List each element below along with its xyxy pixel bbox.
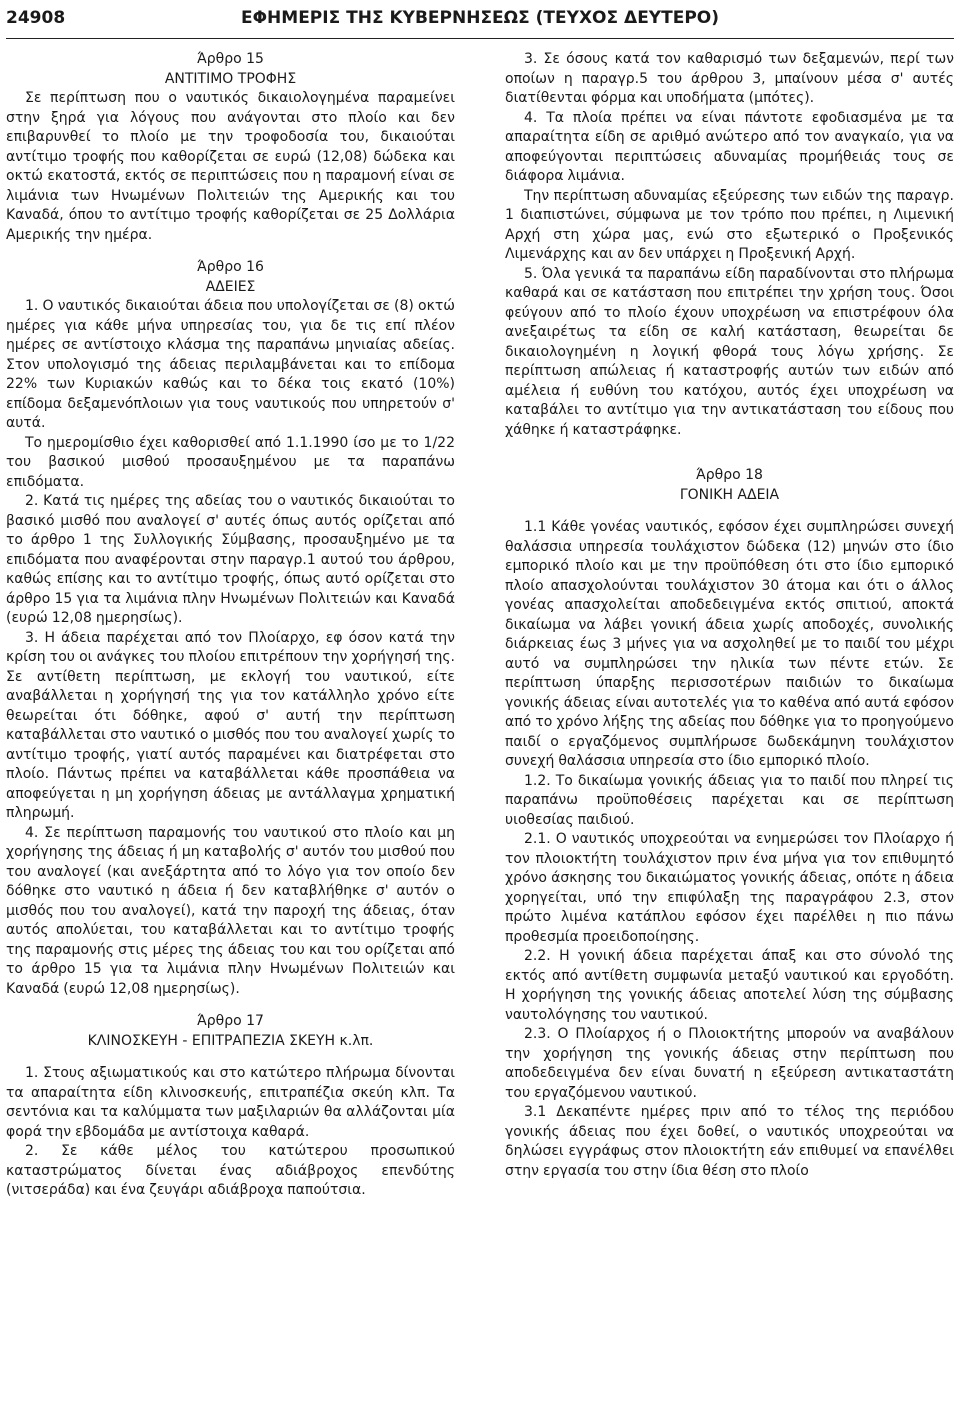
article-18-number: Άρθρο 18 xyxy=(696,467,763,483)
article-17-number: Άρθρο 17 xyxy=(197,1013,264,1029)
article-17-paragraph-4: 4. Τα πλοία πρέπει να είναι πάντοτε εφοδιασμένα με τα απαραίτητα είδη σε αριθμό ανώτερο από τον αναγκαίο, για να αποφεύγονται περιπτώσεις αδυναμίας προμήθειάς τους σε διάφορα λιμάνια. xyxy=(505,109,954,184)
article-17-paragraph-2: 2. Σε κάθε μέλος του κατώτερου προσωπικού καταστρώματος δίνεται ένας αδιάβροχος επενδύτης (νιτσεράδα) και ένα ζευγάρι αδιάβροχα παπούτσια. xyxy=(6,1143,455,1198)
article-15-title: ΑΝΤΙΤΙΜΟ ΤΡΟΦΗΣ xyxy=(164,70,297,87)
header-rule xyxy=(6,38,954,39)
article-16-paragraph-5: 4. Σε περίπτωση παραμονής του ναυτικού στο πλοίο και μη χορήγησης της άδειας ή μη καταβολής σ' αυτόν του μισθού που του αναλογεί (και ανεξάρτητα από το λόγο για τον οποίο δεν δόθηκε στο ναυτικό η άδεια ή δεν καταβλήθηκε σ' αυτόν ο μισθός που του αναλογεί), κατά την παροχή της άδειας, όταν αυτός απολύεται, του καταβάλλεται και το αντίτιμο τροφής της παραμονής στις μέρες της άδειας του και του ορίζεται από το άρθρο 15 για τα λιμάνια πλην Ηνωμένων Πολιτειών και Καναδά (ευρώ 12,08 ημερησίως). xyxy=(6,824,455,997)
article-16-paragraph-3: 2. Κατά τις ημέρες της αδείας του ο ναυτικός δικαιούται το βασικό μισθό που αναλογεί σ' αυτές όπως αυτός ορίζεται από το άρθρο 1 της Συλλογικής Σύμβασης, προσαυξημένο με τα επιδόματα που αναφέρονται στην παραγρ.1 αυτού του άρθρου, καθώς επίσης και το αντίτιμο τροφής, όπως αυτό ορίζεται στο άρθρο 15 για τα λιμάνια πλην Ηνωμένων Πολιτειών και Καναδά (ευρώ 12,08 ημερησίως). xyxy=(6,493,455,626)
article-17-paragraph-1: 1. Στους αξιωματικούς και στο κατώτερο πλήρωμα δίνονται τα απαραίτητα είδη κλινοσκευής, επιτραπέζια σκεύη κλπ. Τα σεντόνια και τα καλύμματα των μαξιλαριών θα αλλάζονται μία φορά την εβδομάδα με αντίστοιχα καθαρά. xyxy=(6,1065,455,1140)
article-18-paragraph-2: 1.2. Το δικαίωμα γονικής άδειας για το παιδί που πληρεί τις παραπάνω προϋποθέσεις παρέχεται και σε περίπτωση υιοθεσίας παιδιού. xyxy=(505,772,954,828)
article-16-title: ΑΔΕΙΕΣ xyxy=(205,278,256,295)
article-16-number: Άρθρο 16 xyxy=(197,259,264,275)
article-15-paragraph: Σε περίπτωση που ο ναυτικός δικαιολογημένα παραμείνει στην ξηρά για λόγους που ανάγονται στο πλοίο και δεν επιβαρυνθεί το πλοίο με την τροφοδοσία του, δικαιούται αντίτιμο τροφής που καθορίζεται σε ευρώ (12,08) δώδεκα και οκτώ εκατοστά, εκτός σε περιπτώσεις που η παραμονή είναι σε λιμάνια των Ηνωμένων Πολιτειών της Αμερικής και του Καναδά, όπου το αντίτιμο τροφής καθορίζεται σε 25 Δολλάρια Αμερικής την ημέρα. xyxy=(6,90,455,243)
article-18-paragraph-1: 1.1 Κάθε γονέας ναυτικός, εφόσον έχει συμπληρώσει συνεχή θαλάσσια υπηρεσία τουλάχιστον δώδεκα (12) μηνών στο ίδιο εμπορικό πλοίο και με την προϋπόθεση ότι στο ίδιο εμπορικό πλοίο απασχολούνται τουλάχιστον 30 άτομα και ότι ο άλλος γονέας απασχολείται αποδεδειγμένα εκτός σπιτιού, αποκτά δικαίωμα να λάβει γονική άδεια χωρίς αποδοχές, συνολικής διάρκειας έως 3 μήνες για να ασχοληθεί με το παιδί του μέχρι αυτό να συμπληρώσει την ηλικία των πέντε ετών. Σε περίπτωση ύπαρξης περισσοτέρων παιδιών το δικαίωμα γονικής άδειας είναι αυτοτελές για το καθένα από αυτά εφόσον από το χρόνο λήξης της αδείας που δόθηκε για το προηγούμενο παιδί ο εργαζόμενος συμπλήρωσε δωδεκάμηνη τουλάχιστον συνεχή θαλάσσια υπηρεσία στο ίδιο εμπορικό πλοίο. xyxy=(505,519,954,769)
article-16-paragraph-2: Το ημερομίσθιο έχει καθορισθεί από 1.1.1990 ίσο με το 1/22 του βασικού μισθού προσαυξημένου με τα παραπάνω επιδόματα. xyxy=(6,434,455,490)
gazette-title: ΕΦΗΜΕΡΙΣ ΤΗΣ ΚΥΒΕΡΝΗΣΕΩΣ (ΤΕΥΧΟΣ ΔΕΥΤΕΡΟ) xyxy=(240,8,720,28)
article-17-title: ΚΛΙΝΟΣΚΕΥΗ - ΕΠΙΤΡΑΠΕΖΙΑ ΣΚΕΥΗ κ.λπ. xyxy=(87,1032,374,1049)
article-18-paragraph-3: 2.1. Ο ναυτικός υποχρεούται να ενημερώσει τον Πλοίαρχο ή τον πλοιοκτήτη τουλάχιστον πριν ένα μήνα για τον επιθυμητό χρόνο άσκησης του δικαιώματος γονικής άδειας, οπότε η άδεια χορηγείται, υπό την επιφύλαξη της παραγράφου 2.3, στον πρώτο λιμένα κατάπλου εφόσον έχει παρέλθει η πιο πάνω προθεσμία προειδοποίησης. xyxy=(505,831,954,945)
article-18-paragraph-4: 2.2. Η γονική άδεια παρέχεται άπαξ και στο σύνολό της εκτός από αντίθετη συμφωνία μεταξύ ναυτικού και εργοδότη. Η χορήγηση της γονικής άδειας αποτελεί λύση της σύμβασης ναυτολόγησης του ναυτικού. xyxy=(505,948,954,1023)
page-number: 24908 xyxy=(6,8,66,28)
article-18-paragraph-6: 3.1 Δεκαπέντε ημέρες πριν από το τέλος της περιόδου γονικής άδειας που έχει δοθεί, ο ναυτικός υποχρεούται να δηλώσει εγγράφως στον πλοιοκτήτη εάν επιθυμεί να επανέλθει στην εργασία του στην ίδια θέση στο πλοίο xyxy=(505,1104,954,1179)
article-15-number: Άρθρο 15 xyxy=(197,51,264,67)
article-18-title: ΓΟΝΙΚΗ ΑΔΕΙΑ xyxy=(679,486,780,503)
article-16-paragraph-4: 3. Η άδεια παρέχεται από τον Πλοίαρχο, εφ όσον κατά την κρίση του οι ανάγκες του πλοίου επιτρέπουν την χορήγησή της. Σε αντίθετη περίπτωση, με εκλογή του ναυτικού, είτε αναβάλλεται η χορήγησή της για τον κατάλληλο χρόνο είτε θεωρείται ότι δόθηκε, αφού σ' αυτή την περίπτωση καταβάλλεται στο ναυτικό ο μισθός που του αναλογεί χωρίς το αντίτιμο τροφής, γιατί αυτός παραμένει και διατρέφεται στο πλοίο. Πάντως πρέπει να καταβάλλεται κάθε προσπάθεια να αποφεύγεται η μη χορήγηση άδειας με αντάλλαγμα χρηματική πληρωμή. xyxy=(6,629,455,821)
page-header xyxy=(6,6,954,32)
article-16-paragraph-1: 1. Ο ναυτικός δικαιούται άδεια που υπολογίζεται σε (8) οκτώ ημέρες για κάθε μήνα υπηρεσίας του, για δε τις επί πλέον ημέρες σε αντίστοιχο κλάσμα της παραπάνω μηνιαίας αδείας. Στον υπολογισμό της άδειας περιλαμβάνεται και το επίδομα 22% των Κυριακών καθώς και το δέκα τοις εκατό (10%) επίδομα δεξαμενόπλοιων για τους ναυτικούς που υπηρετούν σ' αυτά. xyxy=(6,298,455,431)
left-column xyxy=(6,50,455,1201)
article-17-paragraph-6: 5. Όλα γενικά τα παραπάνω είδη παραδίνονται στο πλήρωμα καθαρά και σε κατάσταση που επιτρέπει την χρήση τους. Όσοι φεύγουν από το πλοίο έχουν υποχρέωση να επιστρέφουν όλα ανεξαιρέτως τα είδη σε καλή κατάσταση, θεωρείται δε δικαιολογημένη η λογική φθορά τους λόγω χρήσης. Σε περίπτωση απώλειας ή καταστροφής αυτών των ειδών από αμέλεια ή ευθύνη του κατόχου, αυτός έχει υποχρέωση να καταβάλει το αντίτιμο για την αντικατάσταση του είδους που χάθηκε ή καταστράφηκε. xyxy=(505,265,954,438)
article-18-paragraph-5: 2.3. Ο Πλοίαρχος ή ο Πλοιοκτήτης μπορούν να αναβάλουν την χορήγηση της γονικής άδειας στην περίπτωση που αποδεδειγμένα δεν είναι δυνατή η εξεύρεση αντικαταστάτη του εργαζόμενου ναυτικού. xyxy=(505,1026,954,1101)
article-17-paragraph-3: 3. Σε όσους κατά τον καθαρισμό των δεξαμενών, περί των οποίων η παραγρ.5 του άρθρου 3, μπαίνουν μέσα σ' αυτές διατίθενται φόρμα και υποδήματα (μπότες). xyxy=(505,51,954,106)
article-17-paragraph-5: Την περίπτωση αδυναμίας εξεύρεσης των ειδών της παραγρ. 1 διαπιστώνει, σύμφωνα με τον τρόπο που πρέπει, η Λιμενική Αρχή στη χώρα μας, ενώ στο εξωτερικό ο Προξενικός Λιμενάρχης και αν δεν υπάρχει η Προξενική Αρχή. xyxy=(505,187,954,262)
right-column xyxy=(505,50,954,1181)
